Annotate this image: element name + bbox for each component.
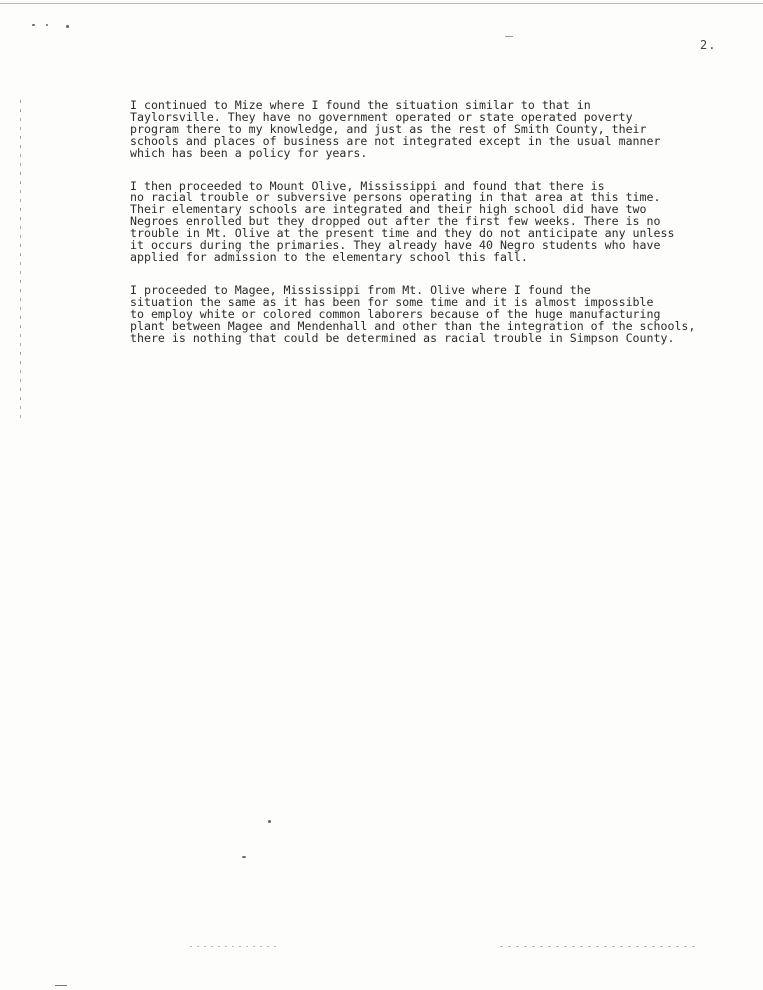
paragraph-mount-olive: I then proceeded to Mount Olive, Mississippi and found that there is no racial trouble or subversive persons operating in that area at this time. Their elementary schools are integrated and their high school did have two Negroes enrolled but they dropped out after the first few weeks. There is no trouble in Mt. Olive at the present time and they do not anticipate any unless it occurs during the primaries. They already have 40 Negro students who have applied for admission to the elementary school this fall. bbox=[130, 178, 675, 264]
left-margin-artifact bbox=[20, 100, 21, 420]
scan-mark bbox=[55, 985, 67, 986]
page-number: 2. bbox=[700, 38, 717, 52]
scan-mark bbox=[505, 36, 513, 37]
top-edge-rule bbox=[0, 3, 763, 4]
scan-speck bbox=[66, 25, 69, 28]
scan-speck bbox=[268, 820, 271, 823]
scan-speck bbox=[46, 24, 48, 26]
letter-body bbox=[130, 100, 705, 365]
scan-speck bbox=[32, 24, 35, 26]
paragraph-magee: I proceeded to Magee, Mississippi from Mt. Olive where I found the situation the same as it has been for some time and it is almost impossible to employ white or colored common laborers because of the huge manufacturing plant between Magee and Mendenhall and other than the integration of the schools, there is nothing that could be determined as racial trouble in Simpson County. bbox=[130, 282, 696, 345]
scan-speck bbox=[242, 856, 246, 858]
scan-mark bbox=[190, 946, 280, 947]
scan-mark bbox=[500, 946, 700, 947]
paragraph-mize: I continued to Mize where I found the situation similar to that in Taylorsville. They have no government operated or state operated poverty program there to my knowledge, and just as the rest of Smith County, their schools and places of business are not integrated except in the usual manner which has been a policy for years. bbox=[130, 98, 661, 160]
